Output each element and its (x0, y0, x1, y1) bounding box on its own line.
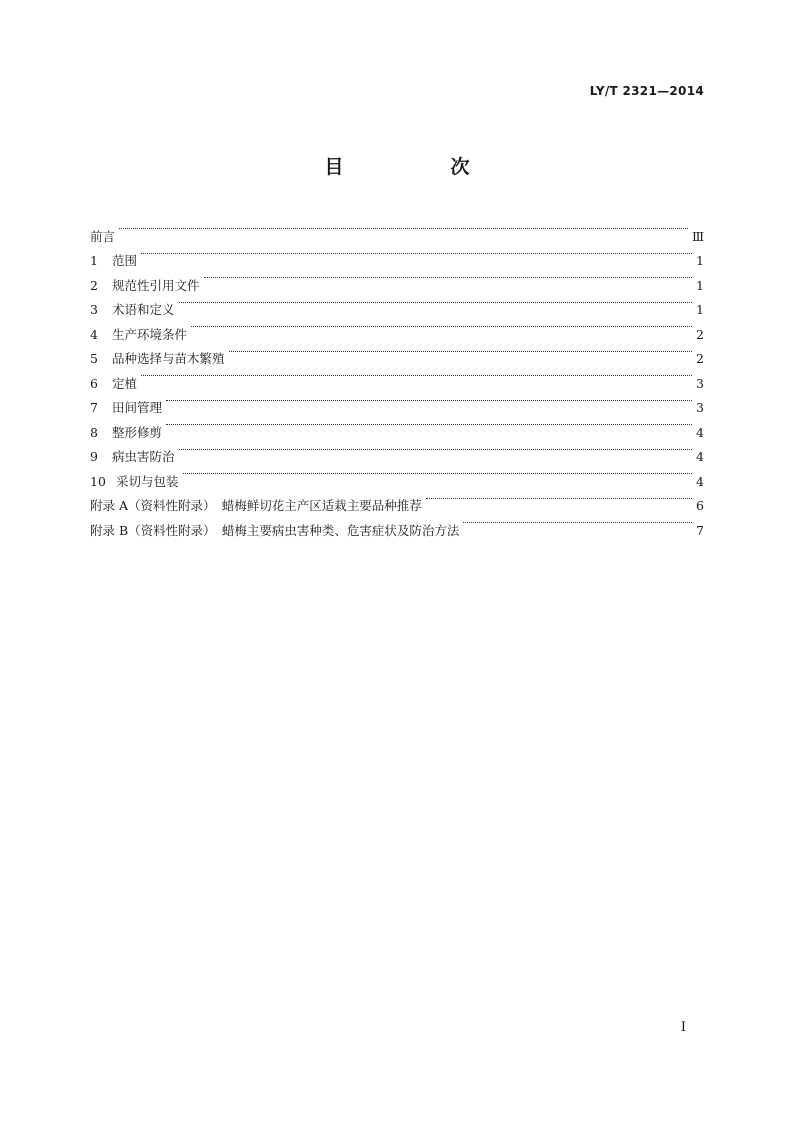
toc-entry-6[interactable] (90, 363, 704, 391)
toc-entry-title: 采切与包装 (116, 473, 179, 489)
toc-entry-9[interactable] (90, 437, 704, 462)
toc-entry-10[interactable] (90, 461, 704, 489)
dot-leader (426, 486, 692, 511)
dot-leader (229, 339, 692, 364)
toc-entry-number: 3 (90, 302, 98, 317)
toc-entry-title: 定植 (112, 375, 138, 391)
toc-entry-title: 品种选择与苗木繁殖 (112, 351, 225, 366)
dot-leader (166, 388, 692, 413)
dot-leader (179, 290, 692, 315)
page-number: I (680, 1020, 686, 1035)
toc-entry-page: 4 (696, 473, 704, 489)
standard-code: LY/T 2321—2014 (589, 84, 704, 98)
toc-entry-title: 病虫害防治 (112, 449, 175, 464)
toc-entry-1[interactable] (90, 241, 704, 266)
toc-entry-number: 4 (90, 326, 98, 342)
toc-entry-page: 1 (696, 277, 704, 293)
toc-entry-title: 整形修剪 (112, 424, 163, 440)
toc-entry-title: 附录 A（资料性附录） 蜡梅鲜切花主产区适栽主要品种推荐 (90, 498, 422, 513)
toc-entry-page: 4 (696, 449, 704, 464)
dot-leader (166, 412, 692, 437)
toc-entry-title: 范围 (112, 253, 138, 268)
toc-entry-number: 2 (90, 277, 98, 293)
toc-entry-page: 4 (696, 424, 704, 440)
toc-entry-number: 9 (90, 449, 98, 464)
toc-entry-page: 3 (696, 375, 704, 391)
toc-entry-number: 1 (90, 253, 98, 268)
toc-entry-page: 1 (696, 253, 704, 268)
toc-entry-title: 前言 (90, 228, 116, 244)
toc-entry-page: 2 (696, 351, 704, 366)
toc-entry-page: Ⅲ (691, 228, 704, 244)
toc-entry-title: 规范性引用文件 (112, 277, 200, 293)
toc-entry-page: 6 (696, 498, 704, 513)
toc-entry-8[interactable] (90, 412, 704, 440)
toc-entry-page: 3 (696, 400, 704, 415)
toc-entry-number: 7 (90, 400, 98, 415)
dot-leader (204, 265, 692, 290)
toc-entry-page: 7 (696, 522, 704, 538)
dot-leader (119, 216, 688, 241)
dot-leader (463, 510, 692, 535)
toc-entry-7[interactable] (90, 388, 704, 413)
page-title: 目 次 (324, 156, 514, 178)
toc-entry-page: 2 (696, 326, 704, 342)
dot-leader (183, 461, 692, 486)
toc-entry-number: 5 (90, 351, 98, 366)
toc-entry-number: 8 (90, 424, 98, 440)
toc-entry-page: 1 (696, 302, 704, 317)
toc-entry-title: 附录 B（资料性附录） 蜡梅主要病虫害种类、危害症状及防治方法 (90, 522, 460, 538)
toc-entry-4[interactable] (90, 314, 704, 342)
toc-entry-appendix-a[interactable] (90, 486, 704, 511)
dot-leader (179, 437, 692, 462)
toc-entry-number: 6 (90, 375, 98, 391)
toc-entry-title: 术语和定义 (112, 302, 175, 317)
toc-entry-2[interactable] (90, 265, 704, 293)
toc-entry-foreword[interactable] (90, 216, 704, 244)
dot-leader (191, 314, 692, 339)
toc-entry-3[interactable] (90, 290, 704, 315)
toc-entry-title: 生产环境条件 (112, 326, 188, 342)
toc-entry-title: 田间管理 (112, 400, 163, 415)
toc-entry-number: 10 (90, 473, 106, 489)
dot-leader (141, 241, 692, 266)
dot-leader (141, 363, 692, 388)
table-of-contents (90, 216, 704, 538)
